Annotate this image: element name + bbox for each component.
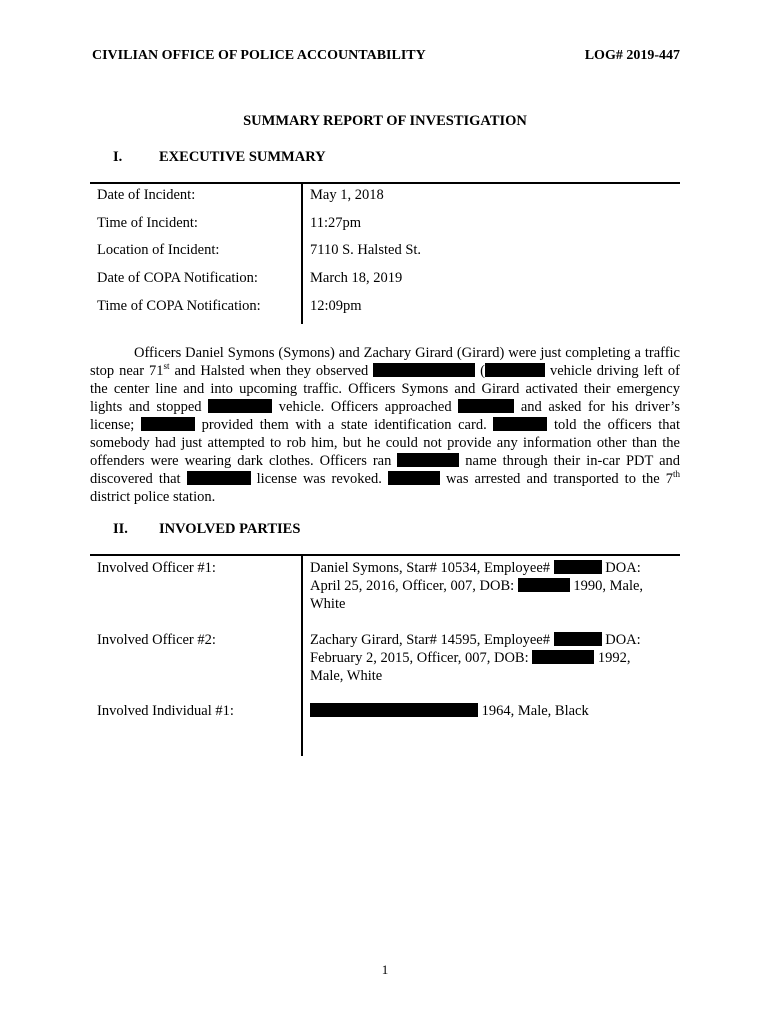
redaction [388, 471, 440, 485]
redaction [532, 650, 594, 664]
redaction [187, 471, 251, 485]
redaction [310, 703, 478, 717]
row-copa-date-label: Date of COPA Notification: [97, 270, 258, 286]
individual1-label: Involved Individual #1: [97, 703, 234, 719]
row-copa-time-label: Time of COPA Notification: [97, 298, 261, 314]
redaction [554, 560, 602, 574]
row-date-incident-label: Date of Incident: [97, 187, 196, 203]
redaction [493, 417, 547, 431]
section2-number: II. [113, 521, 128, 537]
redaction [485, 363, 545, 377]
summary-paragraph: Officers Daniel Symons (Symons) and Zachary Girard (Girard) were just completing a traffic stop near 71st and Halsted when they observed ( vehicle driving left of the center line and into upcoming traffic. Officers Symons and Girard activated their emergency lights and stopped vehicle. Officers approached and asked for his driver’s license; provided them with a state identification card. told the officers that somebody had just attempted to rob him, but he could not provide any information other than the offenders were wearing dark clothes. Officers ran name through their in-car PDT and discovered that license was revoked. was arrested and transported to the 7th district police station. [90, 345, 681, 505]
table2-top-rule [90, 554, 680, 556]
redaction [141, 417, 195, 431]
section1-title: EXECUTIVE SUMMARY [159, 149, 326, 165]
section1-number: I. [113, 149, 123, 165]
officer2-value: Zachary Girard, Star# 14595, Employee# DOA: February 2, 2015, Officer, 007, DOB: 1992, Male, White [310, 632, 641, 684]
redaction [373, 363, 475, 377]
row-date-incident-value: May 1, 2018 [310, 187, 384, 203]
row-time-incident-label: Time of Incident: [97, 215, 198, 231]
redaction [208, 399, 272, 413]
table1-top-rule [90, 182, 680, 184]
officer2-label: Involved Officer #2: [97, 632, 216, 648]
redaction [397, 453, 459, 467]
officer1-value: Daniel Symons, Star# 10534, Employee# DOA: April 25, 2016, Officer, 007, DOB: 1990, Male, White [310, 560, 644, 612]
agency-header: CIVILIAN OFFICE OF POLICE ACCOUNTABILITY [92, 48, 426, 63]
log-number: LOG# 2019-447 [584, 48, 680, 63]
row-location-label: Location of Incident: [97, 242, 220, 258]
redaction [554, 632, 602, 646]
officer1-label: Involved Officer #1: [97, 560, 216, 576]
section2-title: INVOLVED PARTIES [159, 521, 301, 537]
redaction [518, 578, 570, 592]
row-copa-time-value: 12:09pm [310, 298, 362, 314]
row-copa-date-value: March 18, 2019 [310, 270, 403, 286]
table2-divider [301, 555, 303, 756]
row-location-value: 7110 S. Halsted St. [310, 242, 422, 258]
row-time-incident-value: 11:27pm [310, 215, 362, 231]
individual1-value: 1964, Male, Black [310, 702, 655, 720]
report-title: SUMMARY REPORT OF INVESTIGATION [243, 113, 527, 129]
redaction [458, 399, 514, 413]
table1-divider [301, 183, 303, 324]
page-number: 1 [381, 962, 389, 977]
